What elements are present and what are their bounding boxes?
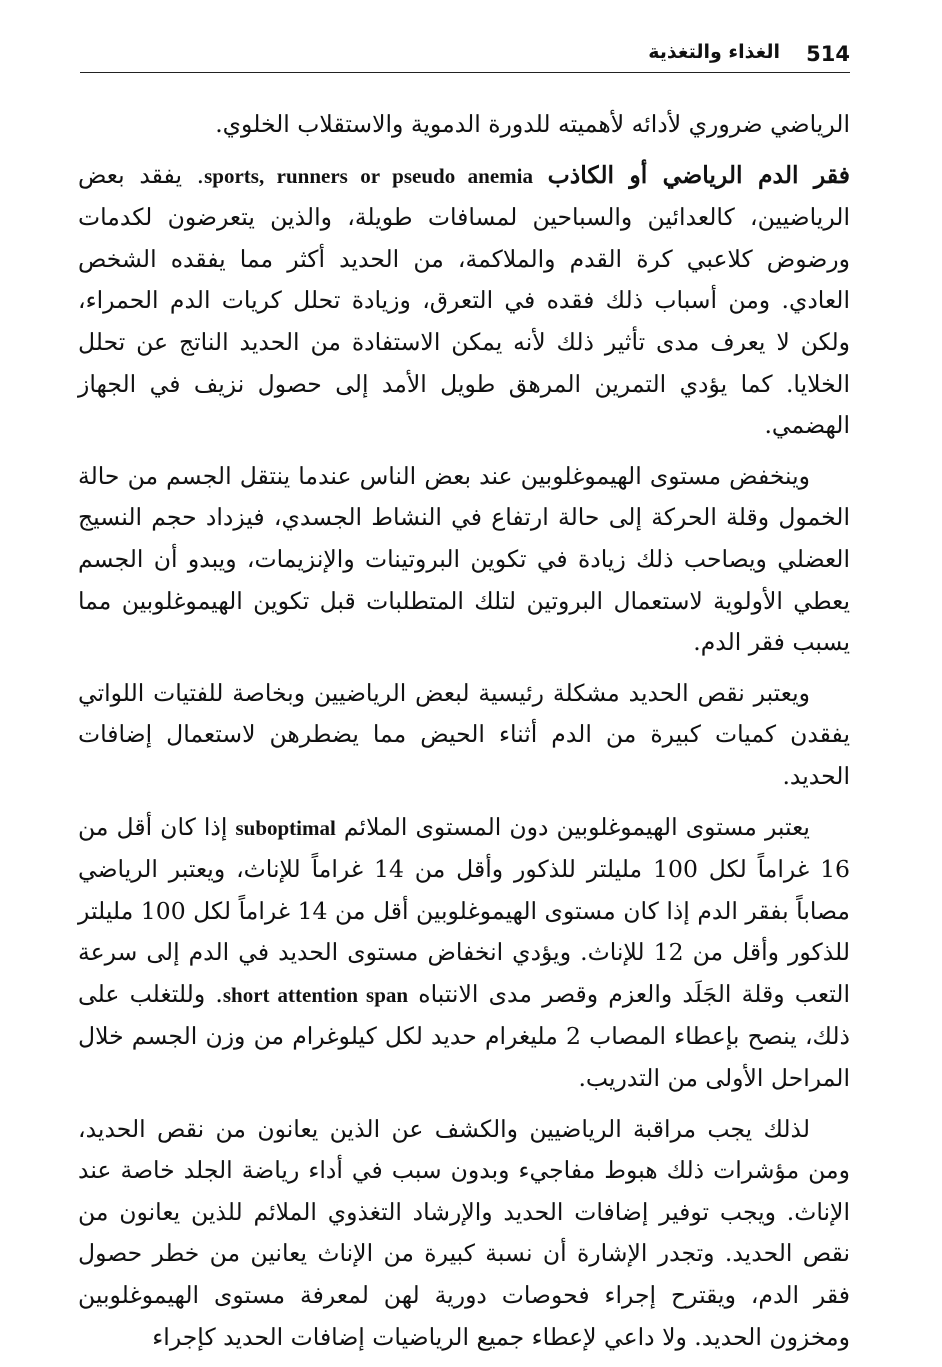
paragraph-2 <box>78 155 850 447</box>
paragraph-2-text: . يفقد بعض الرياضيين، كالعدائين والسباحين لمسافات طويلة، والذين يتعرضون لكدمات ورضوض كلاعبي كرة القدم والملاكمة، من الحديد أكثر مما يفقده الشخص العادي. ومن أسباب ذلك فقده في التعرق، وزيادة تحلل كريات الدم الحمراء، ولكن لا يعرف مدى تأثير ذلك لأنه يمكن الاستفادة من الحديد الناتج عن تحلل الخلايا. كما يؤدي التمرين المرهق طويل الأمد إلى حصول نزيف في الجهاز الهضمي. <box>78 160 850 440</box>
paragraph-5 <box>78 807 850 1100</box>
running-title: الغذاء والتغذية <box>648 41 780 63</box>
body-text <box>78 104 850 1367</box>
header-rule <box>80 72 850 73</box>
paragraph-5-part2: إذا كان أقل من 16 غراماً لكل 100 مليلتر للذكور وأقل من 14 غراماً للإناث، ويعتبر الرياضي مصاباً بفقر الدم إذا كان مستوى الهيموغلوبين أقل من 14 غراماً لكل 100 مليلتر للذكور وأقل من 12 للإناث. ويؤدي انخفاض مستوى الحديد في الدم إلى سرعة التعب وقلة الجَلَد والعزم وقصر مدى الانتباه <box>78 812 850 1008</box>
term-arabic: فقر الدم الرياضي أو الكاذب <box>547 160 850 189</box>
term-attention-span: short attention span <box>222 982 409 1007</box>
page-number: 514 <box>806 42 850 66</box>
term-english: sports, runners or pseudo anemia <box>204 163 533 188</box>
paragraph-5-part3: . وللتغلب على ذلك، ينصح بإعطاء المصاب 2 مليغرام حديد لكل كيلوغرام من وزن الجسم خلال المراحل الأولى من التدريب. <box>78 979 850 1093</box>
page-header <box>78 38 850 72</box>
term-suboptimal: suboptimal <box>235 815 336 840</box>
paragraph-6: لذلك يجب مراقبة الرياضيين والكشف عن الذين يعانون من نقص الحديد، ومن مؤشرات ذلك هبوط مفاجيء وبدون سبب في أداء رياضة الجلد خاصة عند الإناث. ويجب توفير إضافات الحديد والإرشاد التغذوي الملائم للذين يعانون من نقص الحديد. وتجدر الإشارة أن نسبة كبيرة من الإناث يعانين من خطر حصول فقر الدم، ويقترح إجراء فحوصات دورية لهن لمعرفة مستوى الهيموغلوبين ومخزون الحديد. ولا داعي لإعطاء جميع الرياضيات إضافات الحديد كإجراء <box>78 1114 850 1351</box>
paragraph-4: ويعتبر نقص الحديد مشكلة رئيسية لبعض الرياضيين وبخاصة للفتيات اللواتي يفقدن كميات كبيرة من الدم أثناء الحيض مما يضطرهن لاستعمال إضافات الحديد. <box>78 678 850 790</box>
paragraph-5-part1: يعتبر مستوى الهيموغلوبين دون المستوى الملائم <box>343 812 810 841</box>
paragraph-3: وينخفض مستوى الهيموغلوبين عند بعض الناس عندما ينتقل الجسم من حالة الخمول وقلة الحركة إلى حالة ارتفاع في النشاط الجسدي، فيزداد حجم النسيج العضلي ويصاحب ذلك زيادة في تكوين البروتينات والإنزيمات، ويبدو أن الجسم يعطي الأولوية لاستعمال البروتين لتلك المتطلبات قبل تكوين الهيموغلوبين مما يسبب فقر الدم. <box>78 461 850 657</box>
paragraph-1: الرياضي ضروري لأدائه لأهميته للدورة الدموية والاستقلاب الخلوي. <box>215 110 850 138</box>
